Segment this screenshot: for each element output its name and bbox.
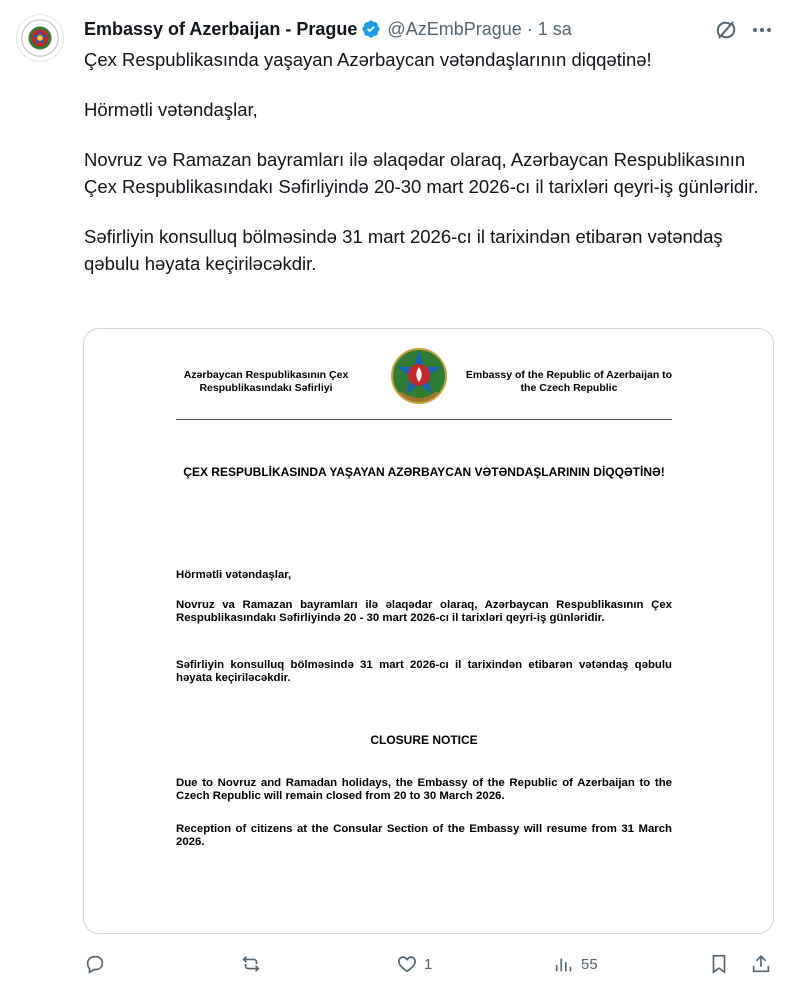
document-paragraph-4: Reception of citizens at the Consular Section of the Embassy will resume from 31 March 2026. xyxy=(176,823,672,848)
document-paragraph-1: Novruz va Ramazan bayramları ilə əlaqədar olaraq, Azərbaycan Respublikasının Çex Respublikasındakı Səfirliyində 20 - 30 mart 2026-cı il tarixləri qeyri-iş günləridir. xyxy=(176,599,672,624)
avatar[interactable] xyxy=(16,14,64,62)
closure-notice-title: CLOSURE NOTICE xyxy=(370,733,478,747)
share-button[interactable] xyxy=(750,950,772,978)
retweet-icon xyxy=(240,953,262,975)
more-icon[interactable] xyxy=(750,18,774,42)
views-icon xyxy=(553,953,575,975)
reply-icon xyxy=(84,953,106,975)
author-name[interactable]: Embassy of Azerbaijan - Prague xyxy=(84,18,358,39)
views-button[interactable] xyxy=(553,950,598,978)
document-paragraph-2: Səfirliyin konsulluq bölməsində 31 mart 2026-cı il tarixindən etibarən vətəndaş qəbulu həyata keçiriləcəkdir. xyxy=(176,659,672,684)
tweet-text-line-1: Çex Respublikasında yaşayan Azərbaycan vətəndaşlarının diqqətinə! xyxy=(84,49,652,70)
like-count: 1 xyxy=(424,955,433,973)
tweet-text xyxy=(84,46,774,277)
azerbaijan-emblem-icon xyxy=(386,345,452,407)
attached-image[interactable] xyxy=(83,328,774,934)
timestamp[interactable]: 1 sa xyxy=(537,18,572,39)
separator-dot: · xyxy=(526,18,533,39)
tweet-text-line-4: Səfirliyin konsulluq bölməsində 31 mart 2026-cı il tarixindən etibarən vətəndaş qəbulu həyata keçiriləcəkdir. xyxy=(84,226,723,274)
document-paragraph-3: Due to Novruz and Ramadan holidays, the Embassy of the Republic of Azerbaijan to the Czech Republic will remain closed from 20 to 30 March 2026. xyxy=(176,777,672,802)
letterhead-left: Azərbaycan Respublikasının Çex Respublikasındakı Səfirliyi xyxy=(183,369,349,394)
share-icon xyxy=(750,953,772,975)
tweet-header xyxy=(84,16,572,42)
tweet-actions xyxy=(0,950,796,980)
document-image xyxy=(84,329,773,933)
document-greeting: Hörmətli vətəndaşlar, xyxy=(176,569,292,581)
verified-badge-icon xyxy=(361,19,381,39)
grok-icon[interactable] xyxy=(714,18,738,42)
embassy-seal-icon xyxy=(17,15,63,61)
bookmark-button[interactable] xyxy=(708,950,730,978)
letterhead-divider xyxy=(176,419,672,420)
views-count: 55 xyxy=(581,955,598,973)
author-handle[interactable]: @AzEmbPrague xyxy=(387,18,522,39)
heart-icon xyxy=(396,953,418,975)
retweet-button[interactable] xyxy=(240,950,268,978)
document-title: ÇEX RESPUBLİKASINDA YAŞAYAN AZƏRBAYCAN VƏTƏNDAŞLARININ DİQQƏTİNƏ! xyxy=(183,465,665,479)
bookmark-icon xyxy=(708,953,730,975)
tweet-text-line-3: Novruz və Ramazan bayramları ilə əlaqədar olaraq, Azərbaycan Respublikasının Çex Respublikasındakı Səfirliyində 20-30 mart 2026-cı il tarixləri qeyri-iş günləridir. xyxy=(84,149,759,197)
like-button[interactable] xyxy=(396,950,432,978)
letterhead-right: Embassy of the Republic of Azerbaijan to the Czech Republic xyxy=(465,369,673,394)
tweet-text-line-2: Hörmətli vətəndaşlar, xyxy=(84,99,258,120)
reply-button[interactable] xyxy=(84,950,112,978)
